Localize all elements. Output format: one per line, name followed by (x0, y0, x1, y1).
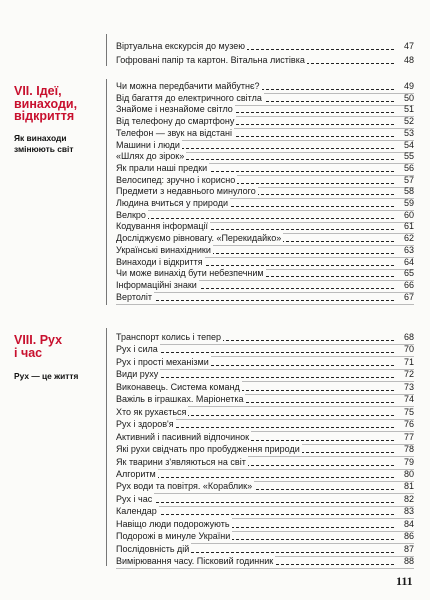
toc-entry-page: 87 (403, 543, 414, 554)
toc-entry[interactable] (116, 418, 414, 431)
toc-entry-page: 80 (403, 468, 414, 479)
toc-entry[interactable] (116, 543, 414, 556)
toc-entry-title: Рух і здоров'я (116, 419, 174, 430)
toc-entry-title: Важіль в іграшках. Маріонетка (116, 394, 244, 405)
toc-entry-page: 86 (403, 531, 414, 542)
toc-entry-page: 64 (403, 256, 414, 267)
toc-entry[interactable] (116, 480, 414, 493)
section-8-heading: VIII. Рух і час (14, 333, 63, 360)
toc-entry-page: 71 (403, 356, 414, 367)
toc-entry-title: Предмети з недавнього минулого (116, 186, 256, 197)
toc-entry-page: 74 (403, 394, 414, 405)
toc-entry-title: Виконавець. Система команд (116, 381, 240, 392)
toc-entry-page: 88 (403, 556, 414, 567)
toc-entry[interactable] (116, 40, 414, 53)
toc-entry-page: 59 (403, 198, 414, 208)
toc-entry-title: Рух і прості механізми (116, 356, 209, 367)
toc-entry-title: Як прали наші предки (116, 162, 208, 173)
toc-entry-page: 82 (403, 493, 414, 504)
toc-entry[interactable] (116, 443, 414, 456)
toc-entry-title: Винаходи і відкриття (116, 256, 203, 267)
toc-entry-page: 78 (403, 444, 414, 455)
toc-entry-title: Вертоліт (116, 291, 153, 302)
toc-entry[interactable] (116, 291, 414, 304)
toc-entry-title: Машини і люди (116, 139, 180, 150)
toc-entry-title: Досліджуємо рівновагу. «Перекидайко» (116, 233, 282, 244)
toc-entry-page: 53 (403, 127, 414, 138)
toc-entry-page: 55 (403, 151, 414, 162)
toc-entry-title: Телефон — звук на відстані (116, 127, 232, 138)
toc-entry[interactable] (116, 331, 414, 344)
toc-entry-title: Велосипед: зручно і корисно (116, 174, 236, 185)
toc-entry-page: 48 (403, 55, 414, 65)
toc-entry[interactable] (116, 54, 414, 67)
toc-entry[interactable] (116, 381, 414, 394)
toc-entry-page: 54 (403, 139, 414, 150)
toc-entry-title: Календар (116, 506, 157, 517)
toc-entry-title: Навіщо люди подорожують (116, 518, 230, 529)
toc-entry-page: 83 (403, 506, 414, 517)
toc-entry[interactable] (116, 431, 414, 444)
toc-entry-page: 72 (403, 369, 414, 380)
toc-entry-title: Гофровані папір та картон. Вітальна листівка (116, 55, 305, 65)
toc-entry-page: 56 (403, 162, 414, 173)
toc-entry[interactable] (116, 393, 414, 406)
toc-entry[interactable] (116, 368, 414, 381)
toc-entry[interactable] (116, 518, 414, 531)
toc-entry[interactable] (116, 343, 414, 356)
toc-entry[interactable] (116, 406, 414, 419)
toc-entry-page: 77 (403, 431, 414, 442)
divider-section-8 (106, 328, 107, 566)
toc-entry-page: 58 (403, 186, 414, 197)
toc-entry-title: Рух і сила (116, 344, 158, 355)
section-7-subtitle: Як винаходи змінюють світ (14, 133, 74, 154)
toc-entry-page: 81 (403, 481, 414, 492)
toc-entry-page: 65 (403, 268, 414, 279)
toc-entry-page: 60 (403, 209, 414, 220)
toc-entry-page: 75 (403, 406, 414, 417)
toc-entry-page: 79 (403, 456, 414, 467)
page-number: 111 (396, 574, 413, 588)
toc-entry-title: Людина вчиться у природи (116, 198, 228, 208)
toc-entry[interactable] (116, 555, 414, 568)
toc-entry-title: «Шлях до зірок» (116, 151, 185, 162)
toc-entry-title: Види руху (116, 369, 159, 380)
toc-entry-page: 73 (403, 381, 414, 392)
toc-entry-page: 61 (403, 221, 414, 232)
toc-entry-page: 52 (403, 116, 414, 127)
toc-entry-page: 51 (403, 104, 414, 115)
toc-entry-title: Інформаційні знаки (116, 279, 197, 290)
toc-entry-title: Як тварини з'являються на світ (116, 456, 246, 467)
toc-entry-page: 67 (403, 291, 414, 302)
toc-entry-title: Віртуальна екскурсія до музею (116, 41, 246, 51)
section-8-subtitle: Рух — це життя (14, 371, 79, 381)
toc-entry-page: 68 (403, 332, 414, 342)
toc-entry-title: Чи може винахід бути небезпечним (116, 268, 264, 279)
toc-entry-page: 76 (403, 419, 414, 430)
toc-entry-title: Хто як рухається (116, 406, 187, 417)
toc-entry-title: Послідовність дій (116, 543, 190, 554)
toc-entry-title: Знайоме і незнайоме світло (116, 104, 233, 115)
toc-entry-title: Чи можна передбачити майбутнє? (116, 81, 260, 91)
toc-entry-title: Активний і пасивний відпочинок (116, 431, 250, 442)
toc-entry-page: 47 (403, 41, 414, 51)
toc-entry[interactable] (116, 468, 414, 481)
toc-entry-title: Рух води та повітря. «Кораблик» (116, 481, 253, 492)
toc-entry-title: Які рухи свідчать про пробудження природи (116, 444, 300, 455)
toc-entry[interactable] (116, 530, 414, 543)
toc-entry-title: Від телефону до смартфону (116, 116, 235, 127)
toc-entry-title: Транспорт колись і тепер (116, 332, 222, 342)
toc-entry-title: Алгоритм (116, 468, 156, 479)
toc-entry-page: 49 (403, 81, 414, 91)
toc-entry-title: Кодування інформації (116, 221, 209, 232)
toc-entry-page: 84 (403, 518, 414, 529)
toc-entry-title: Вимірювання часу. Пісковий годинник (116, 556, 274, 567)
divider-top (106, 34, 107, 66)
toc-entry-page: 62 (403, 233, 414, 244)
toc-entry-title: Українські винахідники (116, 244, 211, 255)
toc-entry[interactable] (116, 356, 414, 369)
section-7-heading: VII. Ідеї, винаходи, відкриття (14, 84, 78, 123)
toc-entry-title: Рух і час (116, 493, 153, 504)
toc-entry-page: 63 (403, 244, 414, 255)
toc-entry-page: 50 (403, 92, 414, 103)
toc-entry-title: Велкро (116, 209, 146, 220)
toc-entry-title: Подорожі в минуле України (116, 531, 231, 542)
toc-entry[interactable] (116, 505, 414, 518)
toc-entry-page: 57 (403, 174, 414, 185)
divider-section-7 (106, 79, 107, 305)
toc-entry-page: 70 (403, 344, 414, 355)
toc-entry[interactable] (116, 456, 414, 469)
toc-entry-page: 66 (403, 279, 414, 290)
toc-entry-title: Від багаття до електричного світла (116, 92, 262, 103)
toc-entry[interactable] (116, 493, 414, 506)
